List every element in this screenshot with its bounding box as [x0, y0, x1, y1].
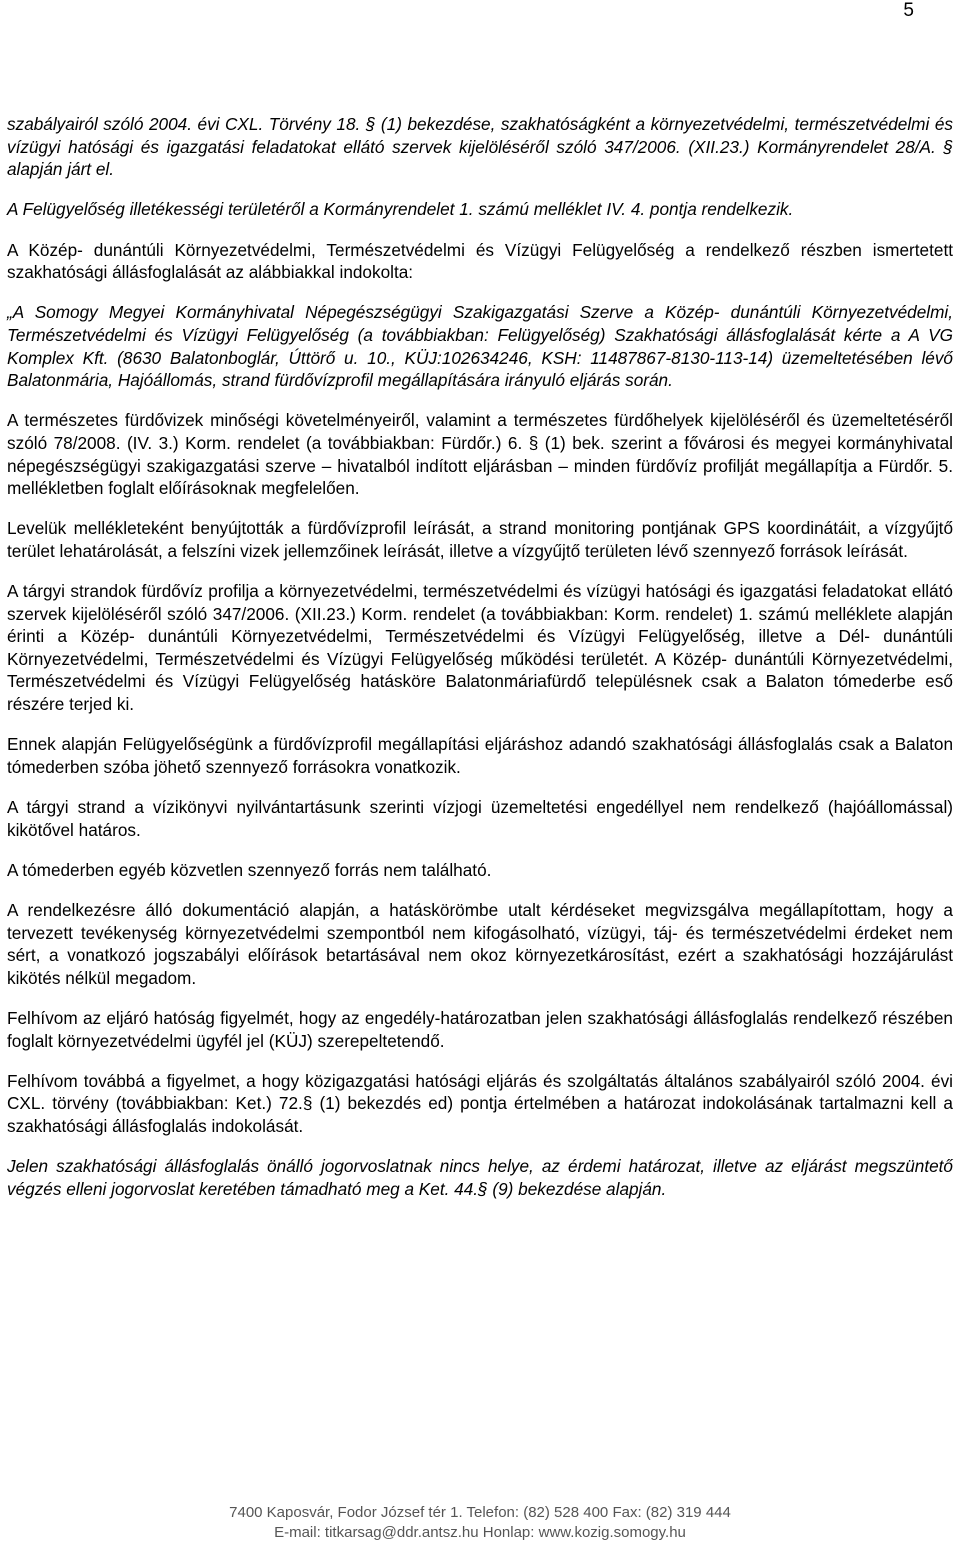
footer-contact: E-mail: titkarsag@ddr.antsz.hu Honlap: www.kozig.somogy.hu	[274, 1524, 686, 1541]
document-body	[7, 113, 953, 1218]
paragraph-decision: A rendelkezésre álló dokumentáció alapján, a hatáskörömbe utalt kérdéseket megvizsgálva megállapítottam, hogy a tervezett tevékenység környezetvédelmi szempontból nem kifogásolható, vízügyi, táj- és természetvédelmi érdeket nem sért, a vonatkozó jogszabályi előírások betartásával nem okoz környezetkárosítást, ezért a szakhatósági hozzájárulást kikötés nélkül megadom.	[7, 899, 953, 988]
paragraph-legal-basis: szabályairól szóló 2004. évi CXL. Törvény 18. § (1) bekezdése, szakhatóságként a környezetvédelmi, természetvédelmi és vízügyi hatósági és igazgatási feladatokat ellátó szervek kijelöléséről szóló 347/2006. (XII.23.) Kormányrendelet 28/A. § alapján járt el.	[7, 114, 953, 180]
page-footer	[0, 1503, 960, 1543]
paragraph-regulation: A természetes fürdővizek minőségi követelményeiről, valamint a természetes fürdőhelyek kijelöléséről és üzemeltetéséről szóló 78/2008. (IV. 3.) Korm. rendelet (a továbbiakban: Fürdőr.) 6. § (1) bek. szerint a fővárosi és megyei kormányhivatal népegészségügyi szakigazgatási szerve – hivatalból indított eljárásban – minden fürdővíz profilját megállapítja a Fürdőr. 5. mellékletben foglalt előírásoknak megfelelően.	[7, 410, 953, 499]
paragraph-jurisdiction: A Felügyelőség illetékességi területéről a Kormányrendelet 1. számú melléklet IV. 4. pontja rendelkezik.	[7, 199, 794, 220]
paragraph-request: „A Somogy Megyei Kormányhivatal Népegészségügyi Szakigazgatási Szerve a Közép- dunántúli Környezetvédelmi, Természetvédelmi és Vízügyi Felügyelőség (a továbbiakban: Felügyelőség) Szakhatósági állásfoglalását kérte a A VG Komplex Kft. (8630 Balatonboglár, Úttörő u. 10., KÜJ:102634246, KSH: 11487867-8130-113-14) üzemeltetésében lévő Balatonmária, Hajóállomás, strand fürdővízprofil megállapítására irányuló eljárás során.	[7, 302, 953, 391]
paragraph-notice-ket: Felhívom továbbá a figyelmet, a hogy közigazgatási hatósági eljárás és szolgáltatás általános szabályairól szóló 2004. évi CXL. törvény (továbbiakban: Ket.) 72.§ (1) bekezdés ed) pontja értelmében a határozat indokolásának tartalmazni kell a szakhatósági állásfoglalás indokolását.	[7, 1070, 953, 1136]
paragraph-pollution: A tómederben egyéb közvetlen szennyező forrás nem található.	[7, 859, 492, 880]
footer-address: 7400 Kaposvár, Fodor József tér 1. Telefon: (82) 528 400 Fax: (82) 319 444	[229, 1504, 731, 1521]
paragraph-profile: A tárgyi strandok fürdővíz profilja a környezetvédelmi, természetvédelmi és vízügyi hatósági és igazgatási feladatokat ellátó szervek kijelöléséről szóló 347/2006. (XII.23.) Korm. rendelet (a továbbiakban: Korm. rendelet) 1. számú melléklete alapján érinti a Közép- dunántúli Környezetvédelmi, Természetvédelmi és Vízügyi Felügyelőség, illetve a Dél- dunántúli Környezetvédelmi, Természetvédelmi és Vízügyi Felügyelőség működési területét. A Közép- dunántúli Környezetvédelmi, Természetvédelmi és Vízügyi Felügyelőség hatásköre Balatonmáriafürdő településnek csak a Balaton tómederbe eső részére terjed ki.	[7, 581, 953, 715]
paragraph-notice-kuj: Felhívom az eljáró hatóság figyelmét, hogy az engedély-határozatban jelen szakhatósági állásfoglalás rendelkező részében foglalt környezetvédelmi ügyfél jel (KÜJ) szerepeltetendő.	[7, 1007, 953, 1051]
paragraph-strand: A tárgyi strand a vízikönyvi nyilvántartásunk szerinti vízjogi üzemeltetési engedéllyel nem rendelkező (hajóállomással) kikötővel határos.	[7, 797, 953, 840]
paragraph-remedy: Jelen szakhatósági állásfoglalás önálló jogorvoslatnak nincs helye, az érdemi határozat, illetve az eljárást megszüntető végzés elleni jogorvoslat keretében támadható meg a Ket. 44.§ (9) bekezdése alapján.	[7, 1156, 953, 1199]
page-number: 5	[903, 0, 914, 21]
paragraph-basis: Ennek alapján Felügyelőségünk a fürdővízprofil megállapítási eljáráshoz adandó szakhatósági állásfoglalás csak a Balaton tómederben szóba jöhető szennyező forrásokra vonatkozik.	[7, 734, 953, 777]
paragraph-intro: A Közép- dunántúli Környezetvédelmi, Természetvédelmi és Vízügyi Felügyelőség a rendelkező részben ismertetett szakhatósági állásfoglalását az alábbiakkal indokolta:	[7, 239, 953, 283]
paragraph-attachments: Levelük mellékleteként benyújtották a fürdővízprofil leírását, a strand monitoring pontjának GPS koordinátáit, a vízgyűjtő terület lehatárolását, a felszíni vizek jellemzőinek leírását, illetve a vízgyűjtő területen lévő szennyező források leírását.	[7, 518, 953, 561]
